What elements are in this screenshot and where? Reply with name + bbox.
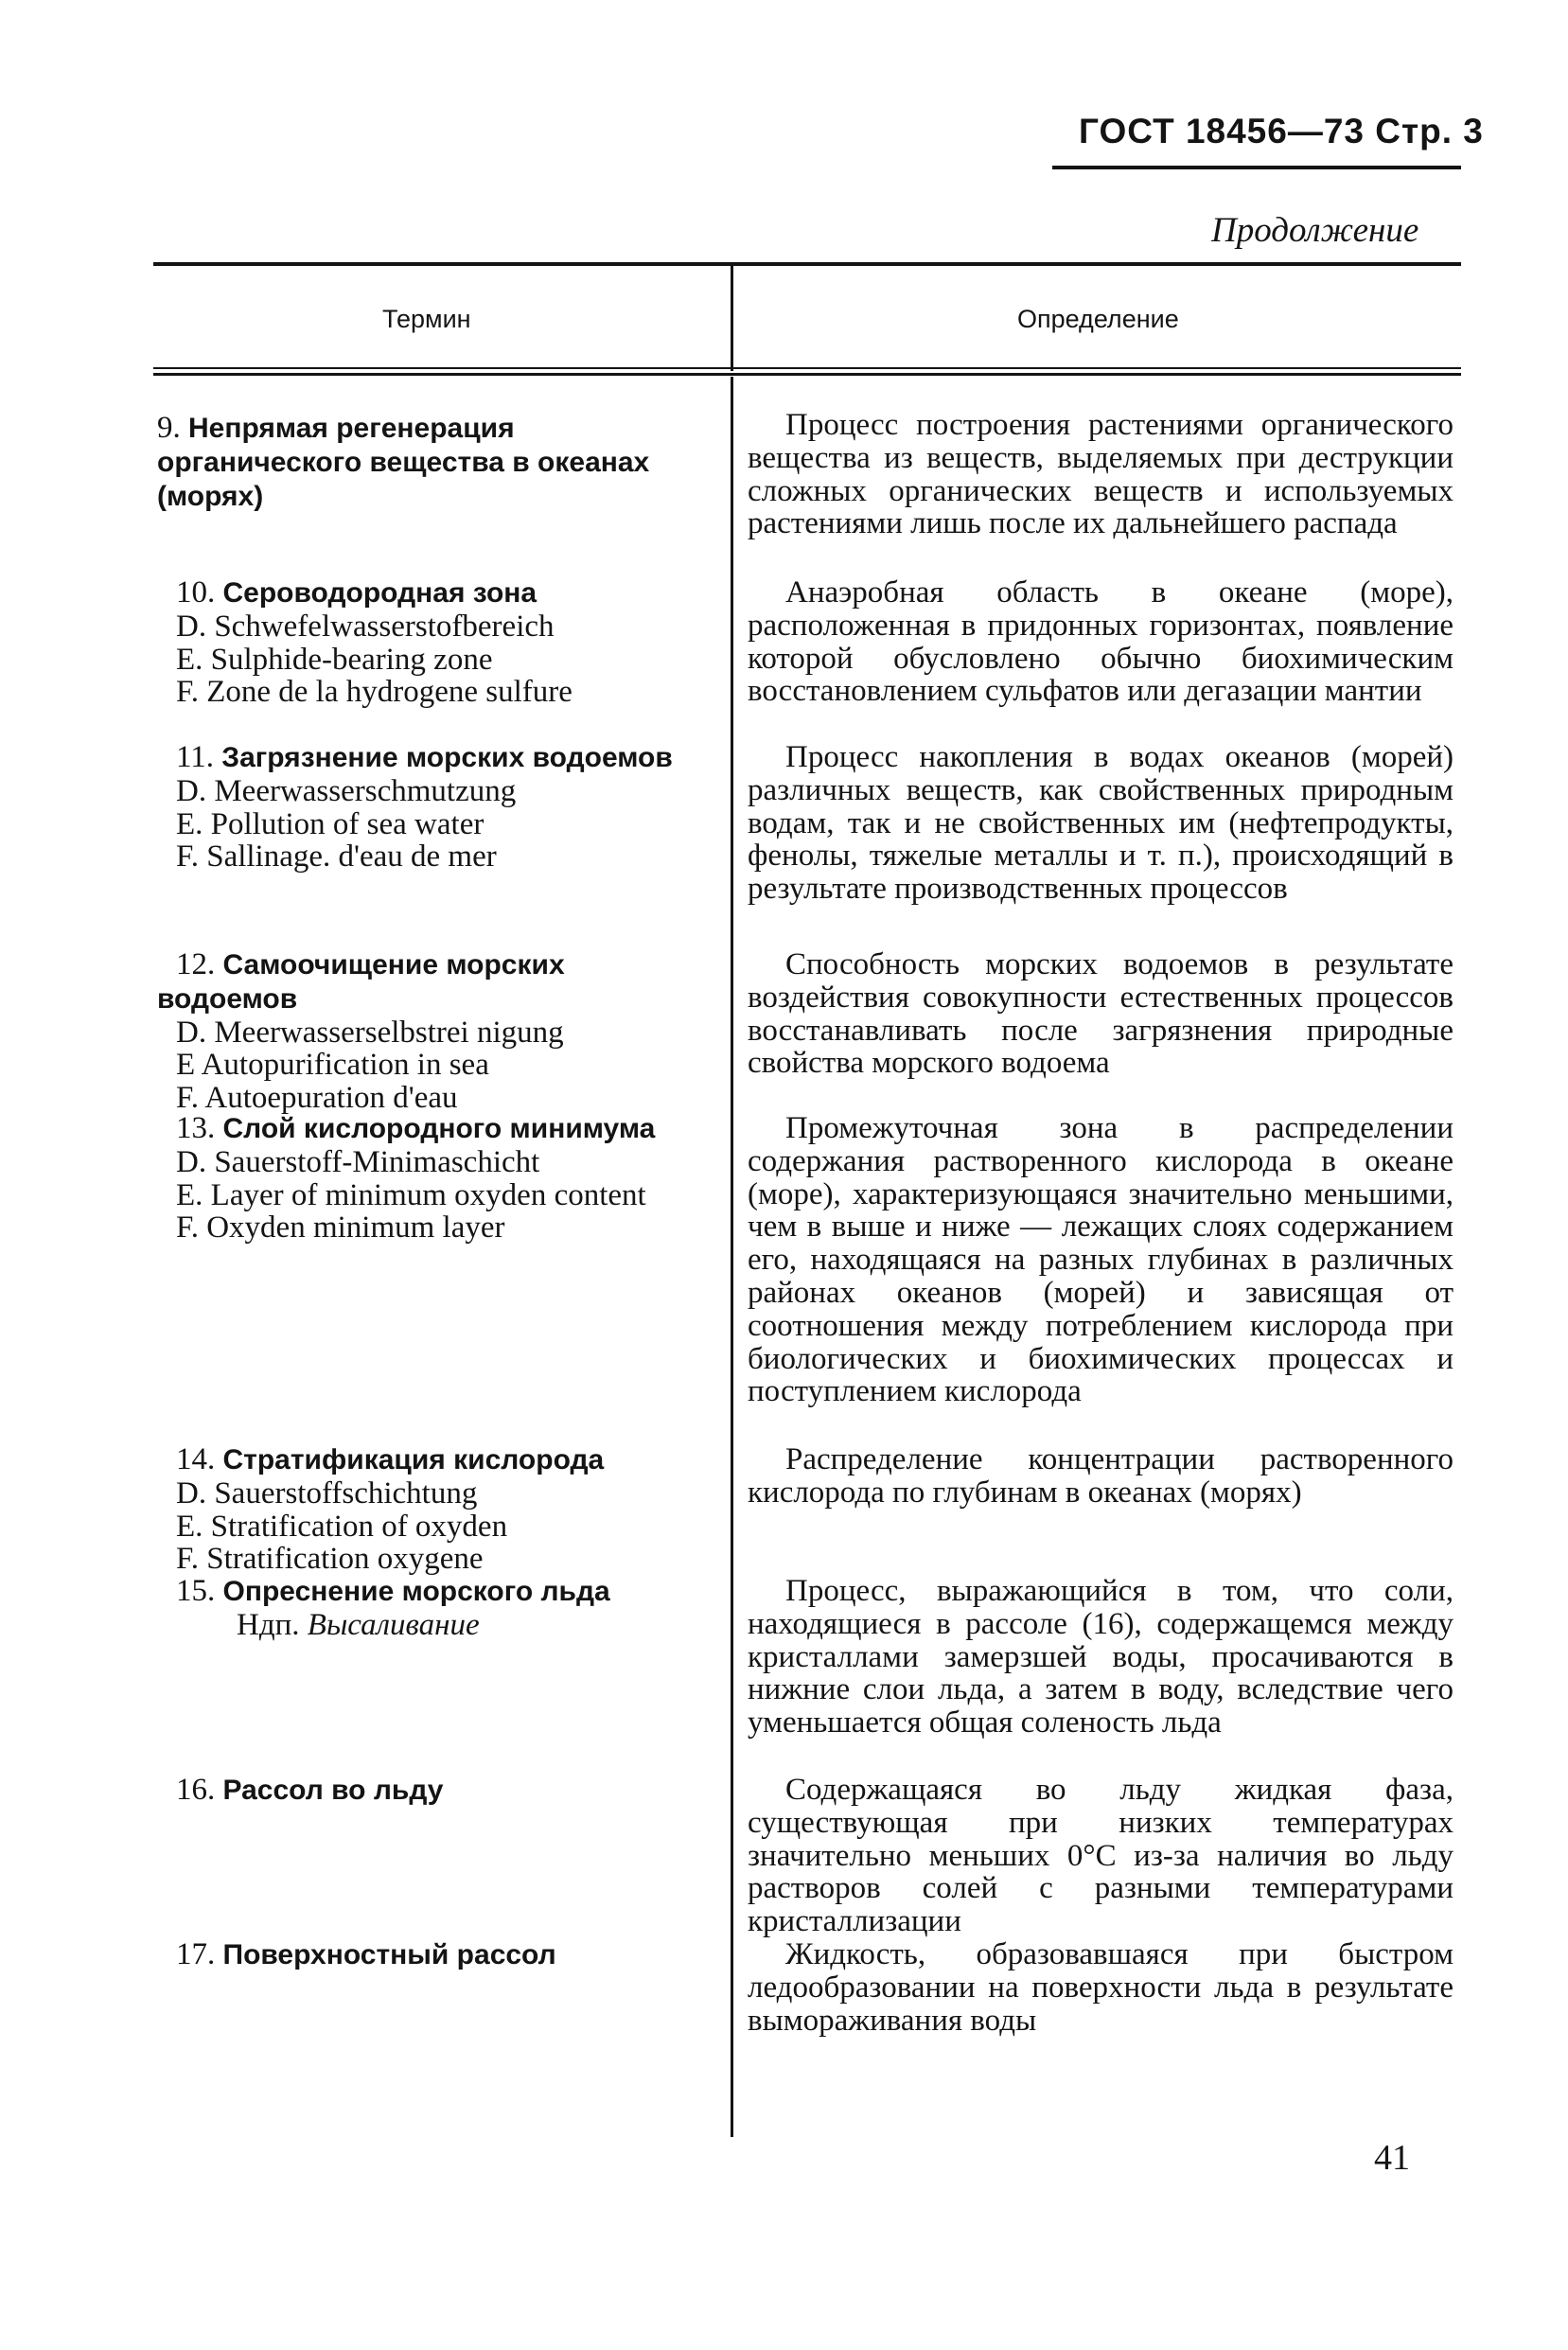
- term-fr: F. Stratification oxygene: [176, 1542, 484, 1577]
- column-divider-head: [731, 265, 733, 371]
- continuation-label: Продолжение: [1211, 211, 1419, 250]
- document-id: ГОСТ 18456—73: [1079, 112, 1365, 150]
- term-9: 9. Непрямая регенерация органического вещества в океанах (морях): [157, 411, 650, 512]
- term-name: Загрязнение морских водоемов: [221, 742, 673, 773]
- term-name: Непрямая регенерация органического вещества в океанах (морях): [157, 413, 650, 512]
- term-15: 15. Опреснение морского льда Ндп. Высаливание: [157, 1575, 706, 1642]
- term-en: E. Pollution of sea water: [176, 806, 484, 841]
- term-fr: F. Zone de la hydrogene sulfure: [176, 675, 573, 710]
- term-en: E. Sulphide-bearing zone: [176, 642, 493, 677]
- definition-17: Жидкость, образовавшаяся при быстром ледообразовании на поверхности льда в результате вымораживания воды: [748, 1937, 1453, 2038]
- header-rule: [1052, 166, 1461, 169]
- term-name: Поверхностный рассол: [222, 1939, 556, 1970]
- term-10: 10. Сероводородная зона D. Schwefelwasserstofbereich E. Sulphide-bearing zone F. Zone de la hydrogene sulfure: [157, 576, 706, 709]
- term-de: D. Schwefelwasserstofbereich: [176, 609, 555, 644]
- term-de: D. Sauerstoffschichtung: [176, 1475, 478, 1511]
- term-14: 14. Стратификация кислорода D. Sauerstoffschichtung E. Stratification of oxyden F. Stratification oxygene: [157, 1443, 706, 1576]
- term-name: Рассол во льду: [222, 1775, 444, 1806]
- definition-12: Способность морских водоемов в результате воздействия совокупности естественных процессов восстанавливать после загрязнения природные свойства морского водоема: [748, 947, 1453, 1081]
- term-en: E Autopurification in sea: [176, 1048, 489, 1083]
- document-header: [1079, 112, 1484, 151]
- term-rejected: Ндп. Высаливание: [237, 1607, 480, 1642]
- term-fr: F. Autoepuration d'eau: [176, 1081, 458, 1116]
- column-header-definition: Определение: [1017, 305, 1179, 333]
- table-head-rule: [153, 367, 1461, 369]
- column-divider: [731, 377, 733, 2137]
- term-name: Опреснение морского льда: [222, 1576, 610, 1607]
- definition-15: Процесс, выражающийся в том, что соли, находящиеся в рассоле (16), содержащемся между кристаллами замерзшей воды, просачиваются в нижние слои льда, а затем в воду, вследствие чего уменьшается общая соленость льда: [748, 1574, 1453, 1740]
- term-fr: F. Sallinage. d'eau de mer: [176, 839, 497, 875]
- term-de: D. Sauerstoff-Minimaschicht: [176, 1144, 540, 1179]
- term-de: D. Meerwasserschmutzung: [176, 773, 517, 808]
- term-12: 12. Самоочищение морских водоемов D. Meerwasserselbstrei nigung E Autopurification in sea F. Autoepuration d'eau: [157, 948, 706, 1115]
- term-en: E. Stratification of oxyden: [176, 1509, 508, 1544]
- table-head-rule-2: [153, 373, 1461, 376]
- term-name: Стратификация кислорода: [222, 1444, 605, 1475]
- page-label: Стр. 3: [1375, 112, 1484, 150]
- term-name: Самоочищение морских водоемов: [157, 949, 565, 1015]
- definition-16: Содержащаяся во льду жидкая фаза, существующая при низких температурах значительно меньших 0°С из-за наличия во льду растворов солей с разными температурами кристаллизации: [748, 1773, 1453, 1939]
- definition-14: Распределение концентрации растворенного кислорода по глубинам в океанах (морях): [748, 1442, 1453, 1510]
- definition-9: Процесс построения растениями органического вещества из веществ, выделяемых при деструкции сложных органических веществ и используемых растениями лишь после их дальнейшего распада: [748, 408, 1453, 541]
- table-top-rule: [153, 262, 1461, 266]
- term-de: D. Meerwasserselbstrei nigung: [176, 1015, 564, 1050]
- term-en: E. Layer of minimum oxyden content: [176, 1177, 646, 1212]
- term-name: Сероводородная зона: [222, 577, 537, 609]
- column-header-term: Термин: [382, 305, 471, 333]
- term-fr: F. Oxyden minimum layer: [176, 1210, 505, 1246]
- definition-11: Процесс накопления в водах океанов (морей) различных веществ, как свойственных природным водам, так и не свойственных им (нефтепродукты, фенолы, тяжелые металлы и т. п.), происходящий в результате производственных процессов: [748, 740, 1453, 907]
- definition-10: Анаэробная область в океане (море), расположенная в придонных горизонтах, появление которой обусловлено обычно биохимическим восстановлением сульфатов или дегазации мантии: [748, 575, 1453, 709]
- term-11: 11. Загрязнение морских водоемов D. Meerwasserschmutzung E. Pollution of sea water F. Sallinage. d'eau de mer: [157, 741, 706, 874]
- page-number: 41: [1374, 2138, 1410, 2178]
- term-16: 16. Рассол во льду: [176, 1773, 444, 1807]
- term-name: Слой кислородного минимума: [222, 1113, 656, 1144]
- term-17: 17. Поверхностный рассол: [176, 1937, 556, 1971]
- definition-13: Промежуточная зона в распределении содержания растворенного кислорода в океане (море), характеризующаяся значительно меньшими, чем в выше и ниже — лежащих слоях содержанием его, находящаяся на разных глубинах в различных районах океанов (морей) и зависящая от соотношения между потреблением кислорода при биологических и биохимических процессах и поступлением кислорода: [748, 1111, 1453, 1409]
- term-13: 13. Слой кислородного минимума D. Sauerstoff-Minimaschicht E. Layer of minimum oxyden content F. Oxyden minimum layer: [157, 1112, 706, 1245]
